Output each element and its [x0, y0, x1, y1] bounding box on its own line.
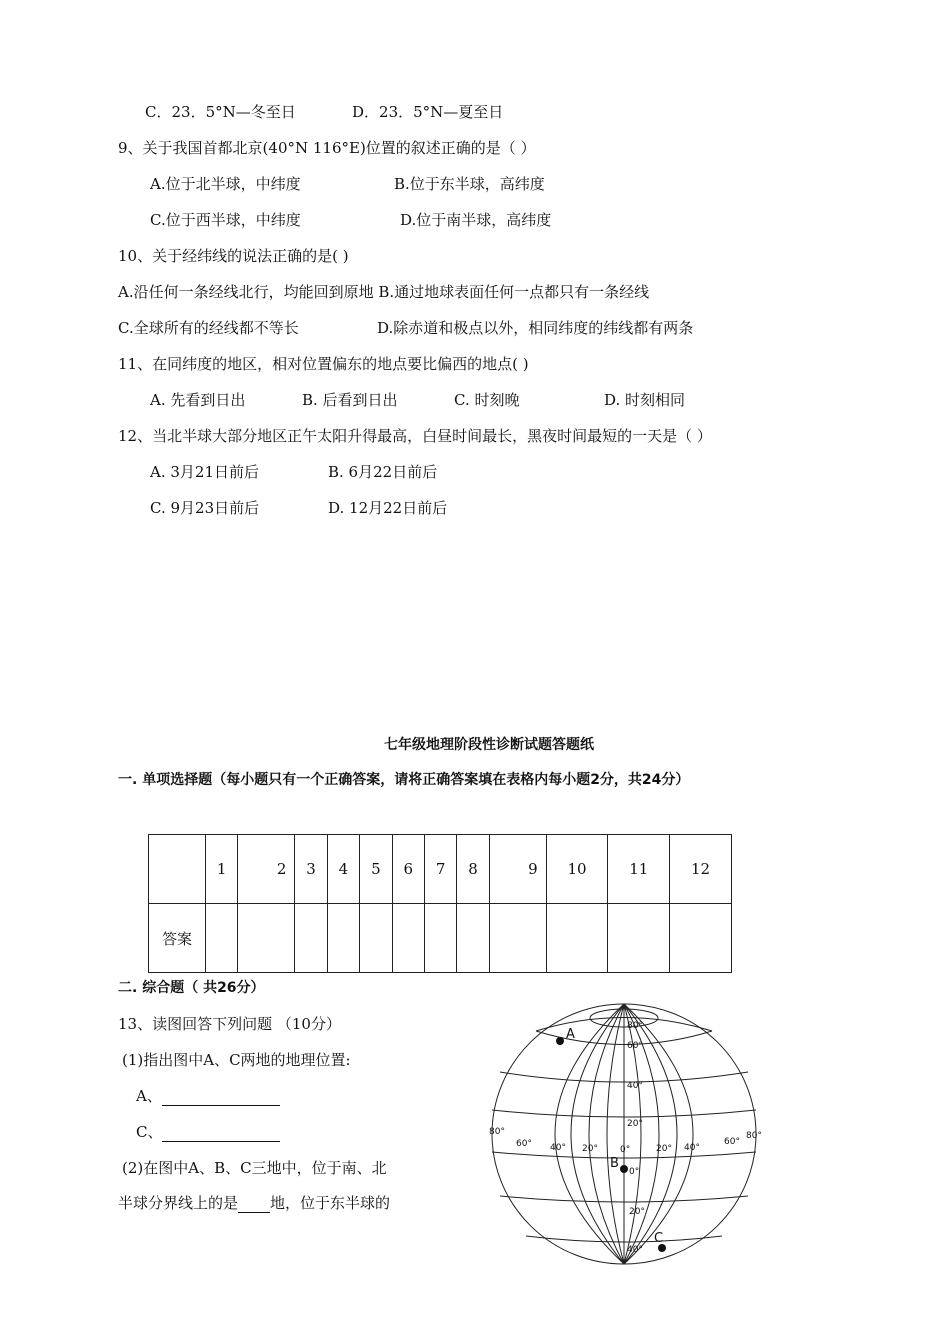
q11-option-d: D. 时刻相同 [604, 391, 686, 409]
q10-options-ab: A.沿任何一条经线北行，均能回到原地 B.通过地球表面任何一点都只有一条经线 [118, 283, 650, 301]
lat-label: 20° [629, 1207, 645, 1217]
question-number-cell: 5 [360, 835, 392, 904]
q13-c-blank[interactable] [162, 1125, 280, 1142]
q12-option-d: D. 12月22日前后 [328, 499, 448, 517]
meridian-line [607, 1004, 624, 1264]
answer-cell[interactable] [670, 904, 732, 973]
lon-label: 20° [582, 1144, 598, 1154]
answer-cell[interactable] [295, 904, 327, 973]
answer-sheet-title: 七年级地理阶段性诊断试题答题纸 [384, 737, 594, 753]
lat-label: 0° [629, 1167, 640, 1177]
answer-row-label: 答案 [149, 904, 206, 973]
q11-option-a: A. 先看到日出 [150, 391, 246, 409]
globe-figure [484, 1000, 774, 1270]
answer-table-answer-row [149, 904, 732, 973]
question-number-cell: 6 [392, 835, 424, 904]
answer-table-corner-cell [149, 835, 206, 904]
answer-cell[interactable] [457, 904, 489, 973]
lat-label: 40° [627, 1245, 643, 1255]
answer-cell[interactable] [360, 904, 392, 973]
q13-c-line [136, 1122, 280, 1142]
lat-label: 40° [627, 1081, 643, 1091]
answer-cell[interactable] [392, 904, 424, 973]
q12-option-a: A. 3月21日前后 [150, 463, 259, 481]
question-number-cell: 12 [670, 835, 732, 904]
point-a-label: A [566, 1027, 575, 1042]
lon-label: 20° [656, 1144, 672, 1154]
q13-part2-line1: (2)在图中A、B、C三地中，位于南、北 [122, 1159, 387, 1177]
q13-part2-text-b: 地，位于东半球的 [270, 1194, 391, 1212]
q9-stem: 9、关于我国首都北京(40°N 116°E)位置的叙述正确的是（ ） [118, 139, 536, 157]
q12-stem: 12、当北半球大部分地区正午太阳升得最高，白昼时间最长，黑夜时间最短的一天是（ ） [118, 427, 712, 445]
question-number-cell: 10 [546, 835, 608, 904]
answer-cell[interactable] [424, 904, 456, 973]
q8-option-d: D．23．5°N—夏至日 [352, 103, 504, 121]
lon-label: 60° [516, 1139, 532, 1149]
question-number-cell: 1 [206, 835, 238, 904]
lat-label: 60° [627, 1041, 643, 1051]
question-number-cell: 9 [489, 835, 546, 904]
q11-option-c: C. 时刻晚 [454, 391, 520, 409]
q13-part1: (1)指出图中A、C两地的地理位置: [122, 1051, 351, 1069]
section-one-heading: 一. 单项选择题（每小题只有一个正确答案，请将正确答案填在表格内每小题2分，共24分） [118, 772, 690, 788]
q13-stem: 13、读图回答下列问题 （10分） [118, 1015, 341, 1033]
lon-label: 80° [489, 1127, 505, 1137]
q13-a-label: A、 [136, 1087, 162, 1105]
answer-cell[interactable] [206, 904, 238, 973]
lon-label: 60° [724, 1137, 740, 1147]
question-number-cell: 4 [327, 835, 359, 904]
q10-option-c: C.全球所有的经线都不等长 [118, 319, 299, 337]
q13-a-blank[interactable] [162, 1089, 280, 1106]
answer-cell[interactable] [238, 904, 295, 973]
q10-stem: 10、关于经纬线的说法正确的是( ) [118, 247, 349, 265]
question-number-cell: 8 [457, 835, 489, 904]
point-b-marker [620, 1165, 628, 1173]
answer-cell[interactable] [489, 904, 546, 973]
q12-option-b: B. 6月22日前后 [328, 463, 438, 481]
question-number-cell: 7 [424, 835, 456, 904]
q9-option-b: B.位于东半球，高纬度 [394, 175, 545, 193]
section-two-heading: 二. 综合题（ 共26分） [118, 980, 265, 996]
q11-stem: 11、在同纬度的地区，相对位置偏东的地点要比偏西的地点( ) [118, 355, 529, 373]
answer-cell[interactable] [546, 904, 608, 973]
answer-cell[interactable] [608, 904, 670, 973]
lon-label: 80° [746, 1131, 762, 1141]
q10-option-d: D.除赤道和极点以外，相同纬度的纬线都有两条 [377, 319, 694, 337]
q9-option-a: A.位于北半球，中纬度 [150, 175, 301, 193]
question-number-cell: 2 [238, 835, 295, 904]
answer-table-header-row [149, 835, 732, 904]
q9-option-c: C.位于西半球，中纬度 [150, 211, 301, 229]
q11-option-b: B. 后看到日出 [302, 391, 398, 409]
q12-option-c: C. 9月23日前后 [150, 499, 260, 517]
lat-label: 20° [627, 1119, 643, 1129]
q9-option-d: D.位于南半球，高纬度 [400, 211, 552, 229]
question-number-cell: 3 [295, 835, 327, 904]
answer-table [148, 834, 732, 973]
lon-label: 40° [550, 1143, 566, 1153]
meridian-line [571, 1004, 624, 1264]
lon-label: 40° [684, 1143, 700, 1153]
point-b-label: B [610, 1156, 619, 1171]
point-a-marker [556, 1037, 564, 1045]
q13-a-line [136, 1086, 280, 1106]
q13-part2-blank[interactable] [238, 1196, 270, 1213]
lon-label: 0° [620, 1145, 631, 1155]
q13-part2-text-a: 半球分界线上的是 [118, 1194, 239, 1212]
q13-part2-line2 [118, 1193, 390, 1213]
question-number-cell: 11 [608, 835, 670, 904]
q13-c-label: C、 [136, 1123, 163, 1141]
lat-label: 80° [627, 1021, 643, 1031]
q8-option-c: C．23．5°N—冬至日 [145, 103, 296, 121]
point-c-label: C [654, 1231, 664, 1246]
answer-cell[interactable] [327, 904, 359, 973]
